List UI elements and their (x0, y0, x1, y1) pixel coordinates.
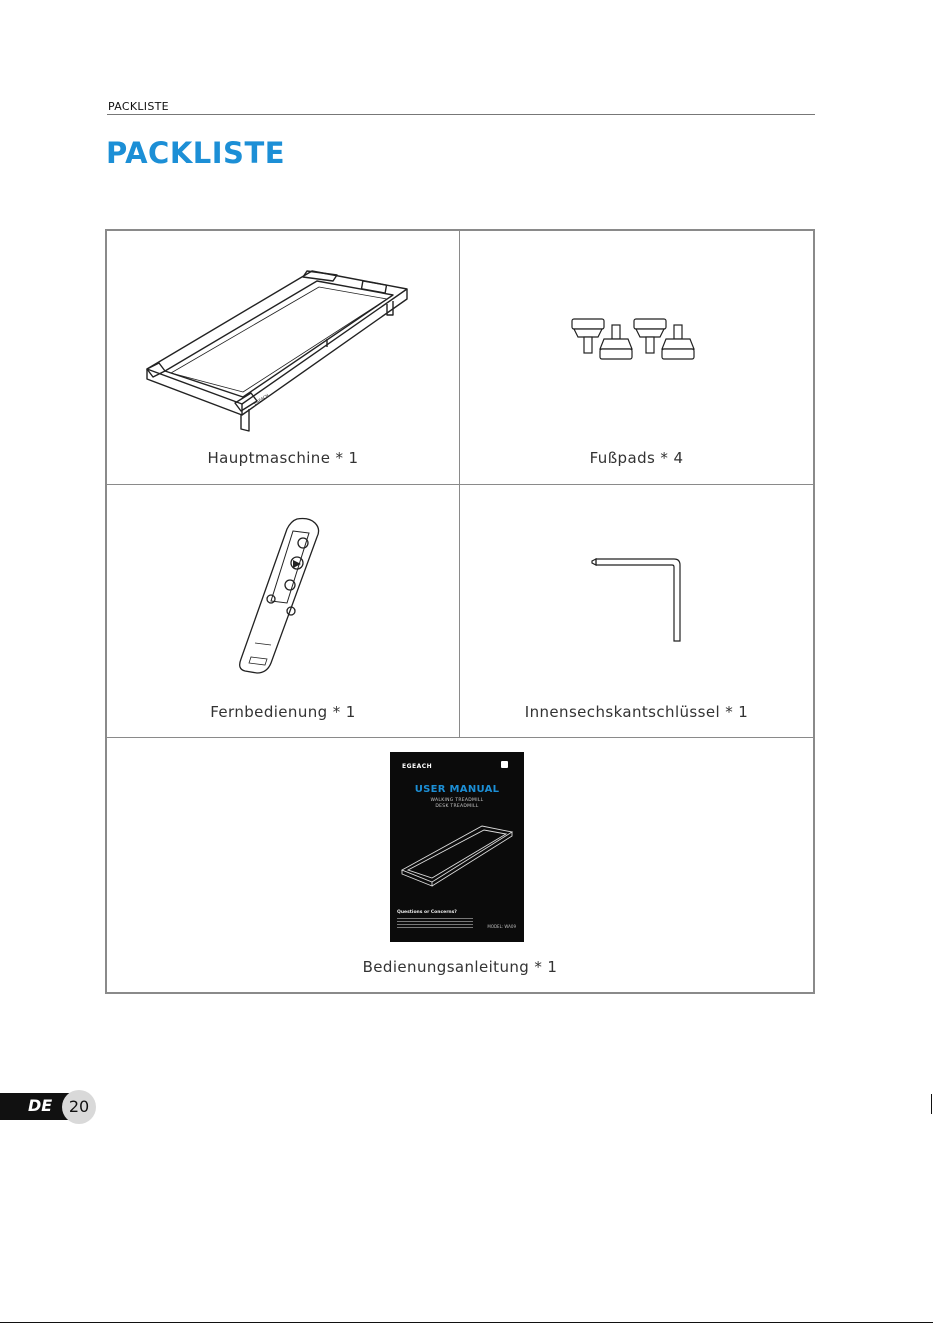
manual-model: MODEL: WA09 (487, 924, 516, 929)
user-manual-icon (390, 752, 524, 942)
svg-text:EGEACH: EGEACH (252, 392, 270, 406)
manual-text-lines (397, 918, 473, 930)
header-divider (107, 114, 815, 115)
package-contents-grid (105, 229, 815, 994)
edge-mark (931, 1094, 932, 1114)
item-label-user-manual: Bedienungsanleitung * 1 (362, 958, 558, 976)
badge-logo-icon (501, 761, 508, 768)
treadmill-icon (137, 259, 417, 439)
page-number: 20 (62, 1090, 96, 1124)
package-item-foot-pads (460, 231, 813, 485)
package-item-remote-control (107, 485, 460, 738)
package-item-allen-key (460, 485, 813, 738)
allen-key-icon (590, 545, 690, 645)
package-item-user-manual (107, 738, 813, 992)
manual-treadmill-illustration (398, 822, 516, 892)
manual-title: USER MANUAL (414, 784, 500, 795)
remote-control-icon (235, 513, 335, 683)
item-label-main-machine: Hauptmaschine * 1 (207, 449, 359, 467)
foot-pads-icon (570, 315, 700, 365)
item-label-allen-key: Innensechskantschlüssel * 1 (524, 703, 749, 721)
item-label-foot-pads: Fußpads * 4 (589, 449, 684, 467)
bottom-rule (0, 1322, 933, 1323)
manual-brand: EGEACH (402, 763, 433, 770)
section-header-label: PACKLISTE (108, 100, 169, 113)
page-title: PACKLISTE (106, 136, 286, 170)
manual-badge (501, 761, 510, 768)
manual-subtitle-2: DESK TREADMILL (435, 804, 479, 809)
language-label: DE (28, 1096, 53, 1115)
package-item-main-machine (107, 231, 460, 485)
item-label-remote-control: Fernbedienung * 1 (210, 703, 356, 721)
manual-questions: Questions or Concerns? (397, 910, 457, 915)
manual-subtitle-1: WALKING TREADMILL (430, 798, 484, 803)
